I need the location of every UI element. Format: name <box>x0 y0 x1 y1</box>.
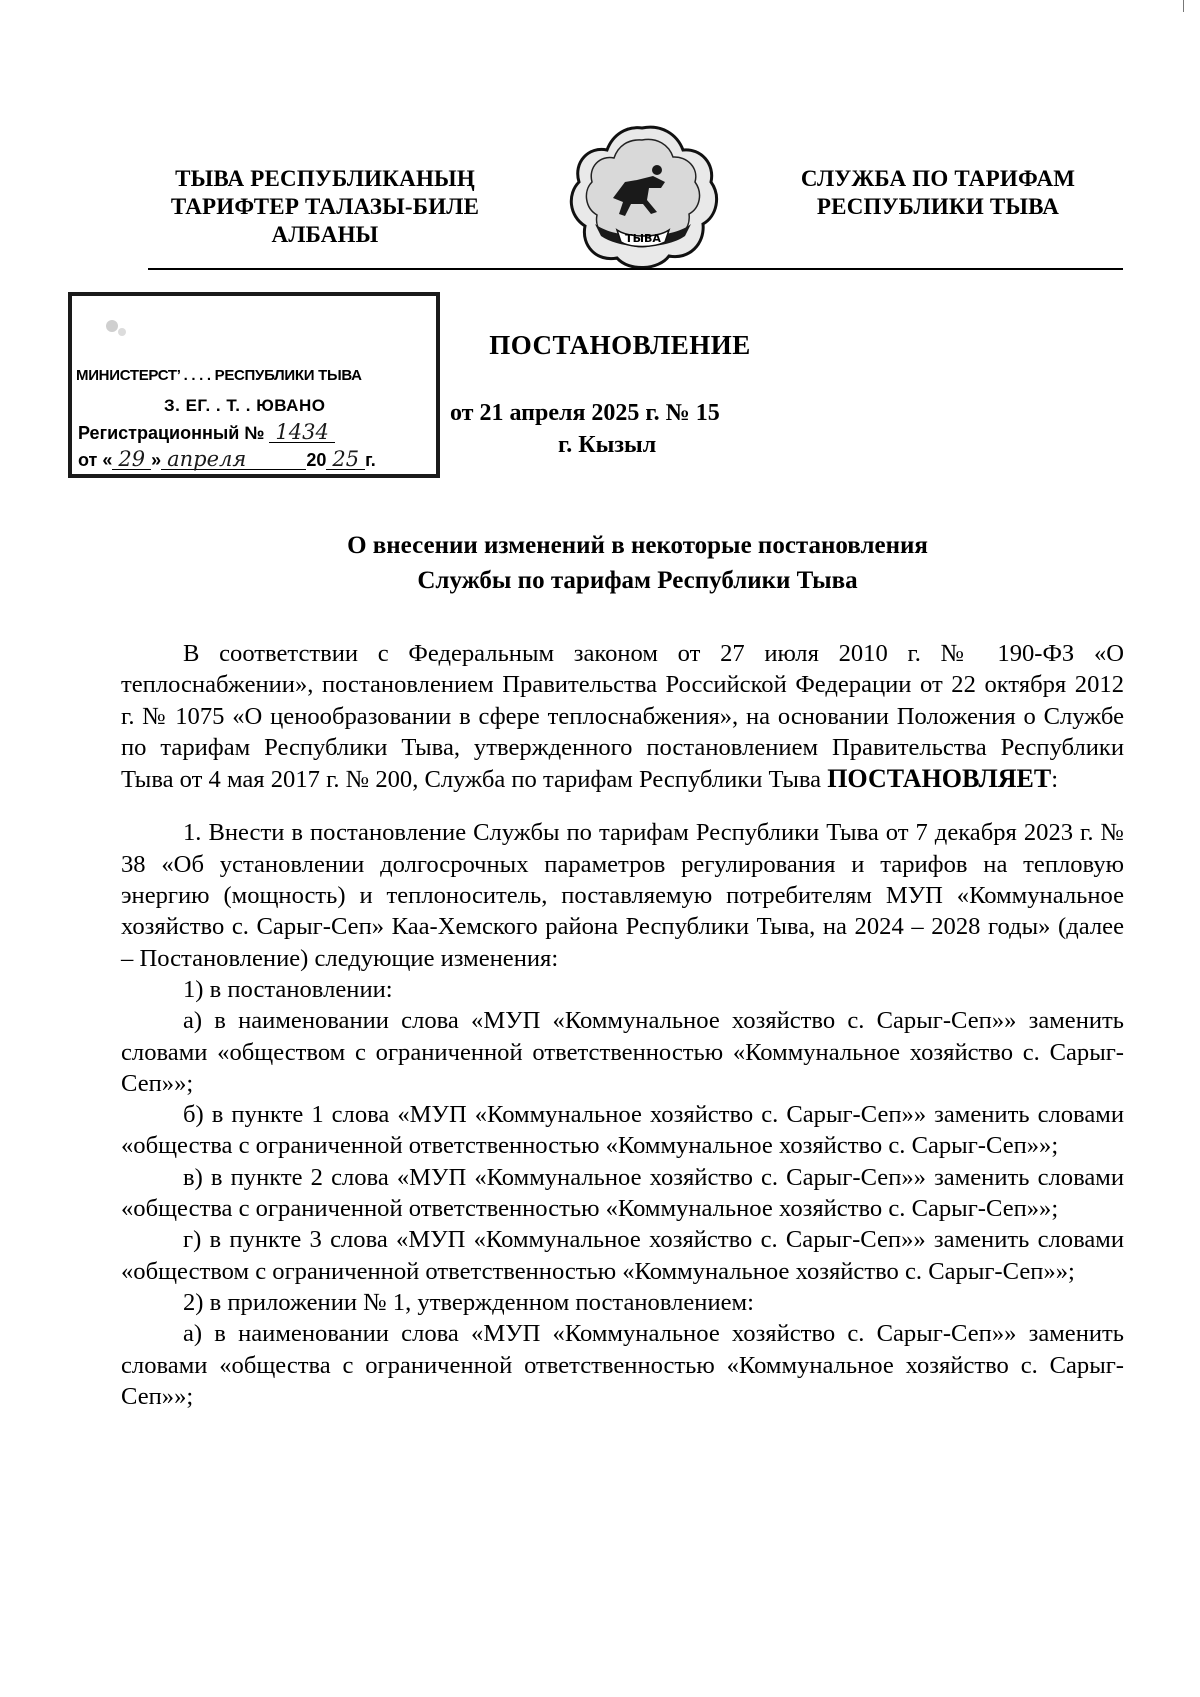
body-paragraph: а) в наименовании слова «МУП «Коммунальное хозяйство с. Сарыг-Сеп»» заменить словами «общества с ограниченной ответственностью «Коммунальное хозяйство с. Сарыг-Сеп»»; <box>121 1320 1124 1410</box>
registration-stamp <box>68 292 440 478</box>
stamp-date-mid: » <box>151 450 162 470</box>
stamp-registered-line: З. ЕГ. . Т. . ЮВАНО <box>164 396 326 415</box>
header-left-line: АЛБАНЫ <box>271 222 379 247</box>
stamp-ministry-line: МИНИСТЕРСТ’ . . . . РЕСПУБЛИКИ ТЫВА <box>76 367 362 384</box>
document-place: г. Кызыл <box>558 432 657 458</box>
body-paragraph: г) в пункте 3 слова «МУП «Коммунальное хозяйство с. Сарыг-Сеп»» заменить словами «обществом с ограниченной ответственностью «Коммунальное хозяйство с. Сарыг-Сеп»»; <box>121 1226 1124 1285</box>
stamp-date-prefix: от « <box>78 450 113 470</box>
stamp-reg-line <box>78 422 335 444</box>
body-paragraph-preamble <box>121 638 1124 795</box>
body-paragraph: в) в пункте 2 слова «МУП «Коммунальное хозяйство с. Сарыг-Сеп»» заменить словами «общества с ограниченной ответственностью «Коммунальное хозяйство с. Сарыг-Сеп»»; <box>121 1163 1124 1223</box>
body-paragraph: б) в пункте 1 слова «МУП «Коммунальное хозяйство с. Сарыг-Сеп»» заменить словами «общества с ограниченной ответственностью «Коммунальное хозяйство с. Сарыг-Сеп»»; <box>121 1101 1124 1160</box>
stamp-date-suffix: г. <box>365 450 376 470</box>
preamble-text: В соответствии с Федеральным законом от 27 июля 2010 г. № 190-ФЗ «О теплоснабжении», постановлением Правительства Российской Федерации от 22 октября 2012 г. № 1075 «О ценообразовании в сфере теплоснабжения», на основании Положения о Службе по тарифам Республики Тыва, утвержденного постановлением Правительства Республики Тыва от 4 мая 2017 г. № 200, Служба по тарифам Республики Тыва <box>121 640 1124 794</box>
body-paragraph: а) в наименовании слова «МУП «Коммунальное хозяйство с. Сарыг-Сеп»» заменить словами «обществом с ограниченной ответственностью «Коммунальное хозяйство с. Сарыг-Сеп»»; <box>121 1007 1124 1097</box>
header-left-tuvan <box>150 165 500 249</box>
preamble-decree-word: ПОСТАНОВЛЯЕТ <box>827 764 1052 794</box>
document-body <box>121 638 1124 1412</box>
stamp-reg-label: Регистрационный № <box>78 423 265 443</box>
emblem-icon <box>565 120 720 270</box>
stamp-date-year-suffix: 25 <box>326 449 365 470</box>
document-subject <box>150 528 1125 598</box>
emblem-text: ТЫВА <box>625 232 661 245</box>
subject-line: Службы по тарифам Республики Тыва <box>417 567 858 594</box>
stamp-reg-number: 1434 <box>269 422 334 443</box>
header-right-line: СЛУЖБА ПО ТАРИФАМ <box>800 166 1076 191</box>
header-right-russian <box>788 165 1088 221</box>
preamble-end: : <box>1051 766 1059 794</box>
document-date-number: от 21 апреля 2025 г. № 15 <box>450 400 720 426</box>
stamp-date-year-prefix: 20 <box>306 450 327 470</box>
header-left-line: ТЫВА РЕСПУБЛИКАНЫҢ <box>175 166 475 191</box>
header-right-line: РЕСПУБЛИКИ ТЫВА <box>816 194 1060 219</box>
scan-mark <box>1183 0 1184 12</box>
stamp-date-day: 29 <box>112 449 151 470</box>
stamp-date-line <box>78 449 376 471</box>
body-paragraph: 1. Внести в постановление Службы по тарифам Республики Тыва от 7 декабря 2023 г. № 38 «Об установлении долгосрочных параметров регулирования и тарифов на тепловую энергию (мощность) и теплоноситель, поставляемую потребителям МУП «Коммунальное хозяйство с. Сарыг-Сеп» Каа-Хемского района Республики Тыва, на 2024 – 2028 годы» (далее – Постановление) следующие изменения: <box>121 819 1124 972</box>
tuva-emblem <box>565 120 720 270</box>
body-paragraph: 2) в приложении № 1, утвержденном постановлением: <box>183 1288 754 1316</box>
stamp-smudge-icon <box>92 316 152 344</box>
subject-line: О внесении изменений в некоторые постановления <box>347 532 928 559</box>
document-dateline <box>450 397 790 461</box>
body-paragraph: 1) в постановлении: <box>183 975 393 1003</box>
stamp-date-month: апреля <box>161 449 306 470</box>
header-left-line: ТАРИФТЕР ТАЛАЗЫ-БИЛЕ <box>170 194 480 219</box>
header-divider <box>148 268 1123 270</box>
document-title: ПОСТАНОВЛЕНИЕ <box>489 330 751 360</box>
